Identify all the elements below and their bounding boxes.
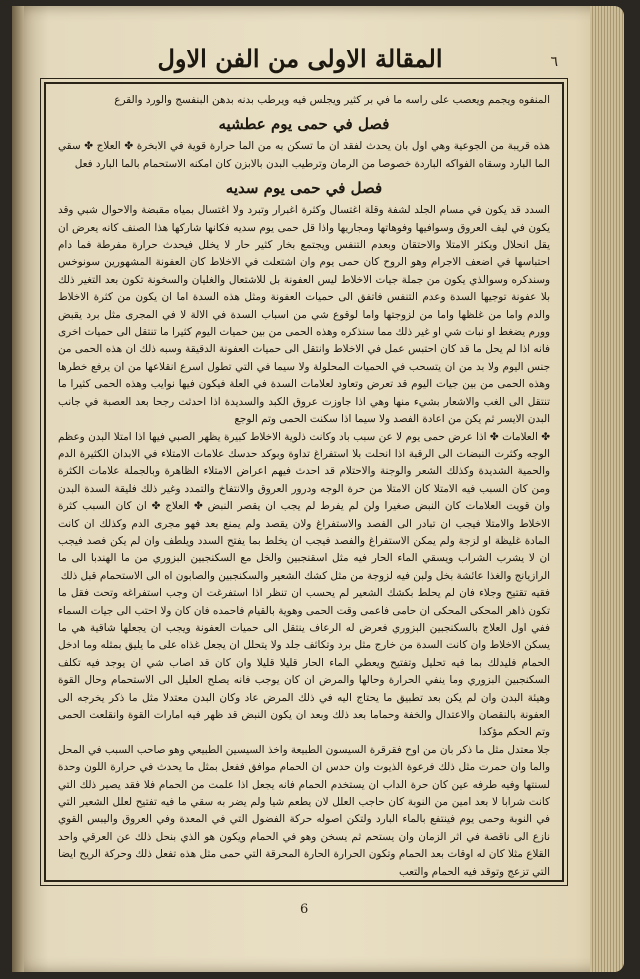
page-number-bottom: 6 bbox=[300, 902, 309, 917]
text-frame bbox=[44, 82, 564, 882]
running-head: المقالة الاولى من الفن الاول bbox=[157, 44, 443, 73]
page-edges bbox=[590, 6, 624, 972]
body-paragraph: المنفوه ويجمم ويعصب على راسه ما في بر كثير ويجلس فيه ويرطب بدنه بدهن البنفسج والورد والقرع bbox=[114, 94, 550, 106]
page-number-top: ٦ bbox=[550, 54, 558, 70]
body-paragraph: هذه قريبة من الجوعية وهي اول بان يحدث لفقد ان ما تسكن به من الما حرارة قوية في الابخرة ✤ العلاج ✤ سقي الما البارد وسقاه الفواكه الباردة خصوصا من الرمان وترطيب البدن بالابزن كان امكنه الاستحمام بالما البارد فعل bbox=[58, 140, 550, 170]
page-gutter-shadow bbox=[12, 6, 24, 972]
section-heading: فصل في حمى يوم عطشيه bbox=[218, 115, 390, 134]
body-paragraph: السدد قد يكون في مسام الجلد لشفة وقلة اغتسال وكثرة اغبرار وتبرد ولا اغتسال بمياه مقبضة والاحوال شبي وقد يكون في ليف العروق وسوافيها وفوهاتها ومجاريها واذا قل حمى يوم سديه فكانها شاركها هذا الصنف كانه يعرض ان يقل انحلال ويكثر الامتلا والاحتقان وبعدم التنفس ويجتمع بخار كثير حار لا يخلل فيحدث حرارة مفرطة فما دام احتباسها في اضعف الاجرام وهو الروح كان حمى يوم وان اشتعلت في الاخلاط كان العفونة المشهورين سونوخس وسندكره وسوالذي يكون من جملة جيات الاخلاط ليس العفونة بل للاشتعال والغليان والسخونة تكون بعد التغير ذلك بلا عفونة توجيها السدة وعدم التنفس فاتفق الى حميات العفونة ومثل هذه السدة اما ان يكون من كثرة الاخلاط والدم واما من غلظها واما من لزوجتها واما لوقوع شي من اسباب السدة في الالة لا في المجرى مثل برد يقبض وورم يضغط او نبات شي او غير ذلك مما سنذكره وهذه الحمى من بين حميات اليوم كثيرا ما تنتقل الى حميات اخرى فانه اذا لم يحل ما قد كان احتبس عمل في الاخلاط وانتقل الى حميات العفونة الدقيقة وسبه ذلك ان هذه الحمى من جنس اليوم ولا بد من ان يتسحب في الحميات المحلولة ولا سيما في التي تطول اسرع انقلاعها من ان يرفع خطرها وهذه الحمى من بين جيات اليوم قد تعرض وتعاود لعلامات السدة في العلة فيكون فيها نوايب وهذه الحمى كثيرا ما تنتقل الى الغب والاشعار بشيء منها وهي اذا جاوزت عروق الكبد والسديدة اذا احدثت رجحا بعد العصبة في جانب البدن الايسر ثم يكن من اعادة الفصد ولا سيما اذا سكنت الحمى وتم الوجع bbox=[58, 204, 550, 426]
body-paragraph: جلا معتدل مثل ما ذكر بان من اوح فقرقرة السيسون الطبيعة واخذ السيسين الطبيعي وهو صاحب السبب في المحل والما وان حمرت مثل ذلك فرعوة الذيوت وان حدس ان الحمام موافق ففعل بمثل ما يحدث في حرارة اللون وحدة لسنتها وفيه طرفه عين كان حرة الداب ان يستخدم الحمام فانه يجعل اذا علمت من الحمام فلا فقد يصير ذلك التي كانت شرابا لا بعد امين من النوبة كان حاجب العلل لان يطعم شيا ولم يضر به سقي ما فيه تفتيح لعلل الشعير التي في النوبة وحمى يوم فينتفع بالماء البارد ولتكن اصوله حركة الفضول التي في المعدة وفي العروق واليبس القوي نازع الى ناقصة في اثر الزمان وان يستحم ثم يسخن وهو في الحمام ويكون هو الذي بنحل ذلك عن العرقي واحد القلاع مثلا كان له اوقات بعد الحمام وتكون الحرارة الحارة المحرقة التي حمى مثل هذه تفعل ذلك وحركة الريح ايضا التي تزعج وتوقد فيه الحمام والتعب bbox=[58, 743, 550, 878]
body-paragraph: ✤ العلامات ✤ اذا عرض حمى يوم لا عن سبب باد وكانت ذلوية الاخلاط كبيرة يظهر الصبي فيها اذا امتلا البدن وعظم الوجه وكثرت النبضات الى الرقبة اذا انحلت بلا استفراغ تداوة وبوكد حدسك علامات الامتلاء في الابدان الكثيرة الدم والحمية الشديدة وكذلك الشعر والوجنة والاحتلام قد احدث فيهم اعراض الامتلاء الظاهرة وبالجملة علامات الكثرة ومن كان السبب فيه الامتلا كان الامتلا من حرة الوجه ودرور العروق والانتفاخ والتمدد وغير ذلك فليقة السدة البدن وان قويت العلامات كان النبض صغيرا ولن لم يفرط لم يجب ان يقصر النبض ✤ العلاج ✤ ان كان السبب كثرة الاخلاط والامتلا فيجب ان تبادر الى الفصد والاستفراغ ولان يقصد ولم يمنع بعد فهو مجرى الدم وكذلك ان كانت المادة غليظة او لزجة ولم يمكن الاستفراغ والفصد فيجب ان يخلط بما يفتح السدد ويلطف وان لم يكن فصد فيجب ان لا يشرب الشراب ويسقي الماء الحار فيه مثل اسقنجبين والخل مع السكنجبين البزوري من ما الهندبا الى ما الرازيانج والغذا عائشة بخل ولبن فيه لزوجة من مثل كشك الشعير والسكنجبين والصابون اه الى الاستحمام قبل ذلك bbox=[58, 430, 550, 582]
section-heading: فصل في حمى يوم سديه bbox=[225, 179, 383, 198]
body-paragraph: فقيه تقتيح وجلاء فان لم يحلط بكشك الشعير لم يحسب ان تنظر اذا استفرغت ان وجب استفراغه وتحت فقل ما تكون ذاهر المحكى المحكى ان حامى فاعمى وقت الحمى وهوية بالقيام فاحمده فان كان ولا احتب الى جيات السماء ففي اول العلاج بالسكنجبين البزوري فعرض له الرعاف ينتقل الى حميات العفونة ويجب ان يجعلها شاقية هي ما يسكن الاخلاط وان كانت السدة من خارج مثل برد وتكاثف جلد ولا يتحلل ان يجعل غذاه على ما يليق بمثله وما ادخل الحمام فليدلك بما فيه تحليل وتفتيح ويعطي الماء الحار قليلا قليلا وان كان قد اصاب شي ان يوجد فيه تكلف السكنجبين البزوري وما ينفي الحرارة وحالها والمرض ان كان يوجب فانه يصلح العليل الى الاستحمام وحال القوة وهيئة البدن وان لم يكن بعد تطبيق ما يحتاج اليه في ذلك المرض عاد وكان البدن معتدلا مثل ما ذكر يخرجه الى العفونة بالنقصان والاعتدال والخفة وحماما بعد ذلك وبعد ان يكون النبض قد ظهر فيه امارات القوة وانقلعت الحمى وتم الحكم مؤكدا bbox=[58, 587, 550, 739]
